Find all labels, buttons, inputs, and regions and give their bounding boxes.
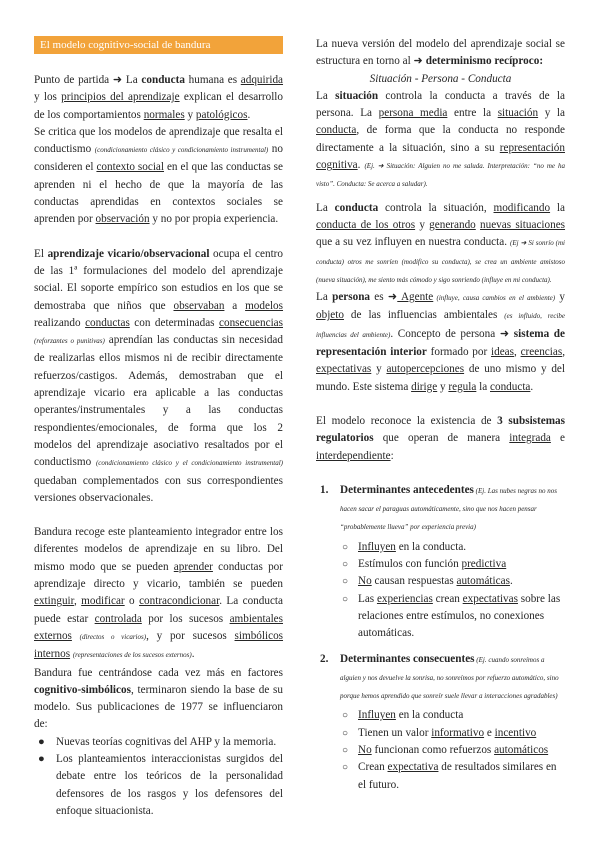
paragraph-persona: La persona es ➜ Agente (influye, causa cambios en el ambiente) y objeto de las influencias ambientales (es influido, recibe influencias del ambiente). Concepto de persona ➜ sistema de representación interior formado por ideas, creencias, expectativas y autopercepciones de uno mismo y del mundo. Este sistema dirige y regula la conducta. bbox=[316, 291, 566, 393]
paragraph-aprendizaje-vicario: El aprendizaje vicario/observacional ocupa el centro de las 1ª formulaciones del modelo del aprendizaje social. El soporte empírico son estudios en los que se demostraba que niños que observaban a modelos realizando conductas con determinadas consecuencias (reforzantes o punitivas) aprendían las conductas sin necesidad de realizarlas ellos mismos ni de recibir directamente refuerzos/castigos. Además, demostraban que el aprendizaje vicario era aplicable a las conductas operantes/instrumentales y a las conductas respondientes/emocionales, de forma que los 2 modelos del aprendizaje asociativo resaltados por el conductismo (condicionamiento clásico y el condicionamiento instrumental) quedaban complementados con sus correspondientes versiones observacionales. bbox=[34, 247, 284, 504]
list-item: 2. Determinantes consecuentes (Ej. cuando sonreímos a alguien y nos devuelve la sonrisa, no sonreímos por refuerzo automático, sino porque hemos aprendido que sonreír suele llevar a interacciones agradables) ○ Influyen en la conducta ○ Tienen un valor informativo e incentivo ○ No funcionan como refuerzos automáticos ○ Crean expectativa de resultados similares en el futuro. bbox=[316, 651, 565, 794]
circle-bullet-icon: ○ bbox=[342, 727, 349, 739]
influences-list bbox=[34, 734, 283, 820]
paragraph-punto-partida: Punto de partida ➜ La conducta humana es adquirida y los principios del aprendizaje explican el desarrollo de los comportamientos normales y patológicos. bbox=[34, 74, 284, 121]
list-item: ○ Influyen en la conducta. bbox=[340, 539, 565, 556]
paragraph-determinismo-reciproco: La nueva versión del modelo del aprendizaje social se estructura en torno al ➜ determinismo recíproco: bbox=[316, 38, 565, 68]
triad-line: Situación - Persona - Conducta bbox=[369, 72, 512, 85]
paragraph-conducta: La conducta controla la situación, modificando la conducta de los otros y generando nuevas situaciones que a su vez influyen en nuestra conducta. (Ej ➜ Si sonrío (mi conducta) otros me sonríen (modifico su conducta), se crea un ambiente amistoso (nueva situación), me siento más cómodo y sigo sonriendo (influye en mi conducta). bbox=[316, 201, 566, 284]
arrow-icon: ➜ bbox=[499, 327, 510, 340]
list-item: ● Nuevas teorías cognitivas del AHP y la memoria. bbox=[34, 734, 283, 751]
section-title: El modelo cognitivo-social de bandura bbox=[34, 36, 283, 54]
list-item: ○ Tienen un valor informativo e incentivo bbox=[340, 725, 565, 742]
list-item: ● Los planteamientos interaccionistas surgidos del debate entre los teóricos de la personalidad defensores de los rasgos y los defensores del enfoque situacionista. bbox=[38, 752, 283, 817]
list-item: ○ No funcionan como refuerzos automáticos bbox=[340, 742, 565, 759]
list-item: ○ Influyen en la conducta bbox=[340, 707, 565, 724]
paragraph-situacion: La situación controla la conducta a través de la persona. La persona media entre la situación y la conducta, de forma que la conducta no responde directamente a la situación, sino a su representación cognitiva. (Ej. ➜ Situación: Alguien no me saluda. Interpretación: “no me ha visto”. Conducta: Se acerca a saludar). bbox=[316, 89, 565, 189]
list-item: ○ Las experiencias crean expectativas sobre las relaciones entre estímulos, no conexiones automáticas. bbox=[342, 592, 561, 640]
list-item: ○ No causan respuestas automáticas. bbox=[340, 573, 565, 590]
bullet-icon: ● bbox=[38, 752, 45, 765]
arrow-icon: ➜ bbox=[413, 55, 423, 68]
list-item: ○ Crean expectativa de resultados similares en el futuro. bbox=[342, 761, 557, 791]
paragraph-bandura-recoge: Bandura recoge este planteamiento integrador entre los diferentes modelos de aprendizaje en su libro. Del mismo modo que se pueden aprender conductas por aprendizaje directo y vicario, también se pueden extinguir, modificar o contracondicionar. La conducta puede estar controlada por los sucesos ambientales externos (directos o vicarios), y por sucesos simbólicos internos (representaciones de los sucesos externos). bbox=[34, 526, 284, 661]
circle-bullet-icon: ○ bbox=[342, 744, 349, 756]
paragraph-critica-conductismo: Se critica que los modelos de aprendizaje que resalta el conductismo (condicionamiento clásico y condicionamiento instrumental) no consideren el contexto social en el que las conductas se aprenden ni el hecho de que la mayoría de las conductas aprendidas en contextos sociales se aprenden por observación y no por propia experiencia. bbox=[34, 125, 283, 226]
right-column bbox=[316, 36, 565, 802]
list-item: 1. Determinantes antecedentes (Ej. Las nubes negras no nos hacen sacar el paraguas automáticamente, sino que nos hacen pensar “probablemente llueva” por experiencia previa) ○ Influyen en la conducta. ○ Estímulos con función predictiva ○ No causan respuestas automáticas. ○ Las experiencias crean expectativas sobre las relaciones entre estímulos, no conexiones automáticas. bbox=[316, 482, 565, 643]
circle-bullet-icon: ○ bbox=[342, 710, 349, 722]
list-item: ○ Estímulos con función predictiva bbox=[340, 556, 565, 573]
bullet-icon: ● bbox=[38, 735, 45, 748]
circle-bullet-icon: ○ bbox=[342, 593, 349, 605]
circle-bullet-icon: ○ bbox=[342, 541, 349, 553]
paragraph-subsistemas: El modelo reconoce la existencia de 3 subsistemas regulatorios que operan de manera integrada e interdependiente: bbox=[316, 414, 565, 462]
circle-bullet-icon: ○ bbox=[342, 762, 349, 774]
arrow-icon: ➜ bbox=[112, 74, 123, 86]
left-column bbox=[34, 36, 283, 820]
circle-bullet-icon: ○ bbox=[342, 559, 349, 571]
circle-bullet-icon: ○ bbox=[342, 576, 349, 588]
paragraph-cognitivo-simbolicos: Bandura fue centrándose cada vez más en factores cognitivo-simbólicos, terminaron siendo la base de su modelo. Sus publicaciones de 1977 se influenciaron de: bbox=[34, 666, 283, 731]
subsystems-list bbox=[316, 482, 565, 794]
arrow-icon: ➜ bbox=[387, 291, 398, 304]
